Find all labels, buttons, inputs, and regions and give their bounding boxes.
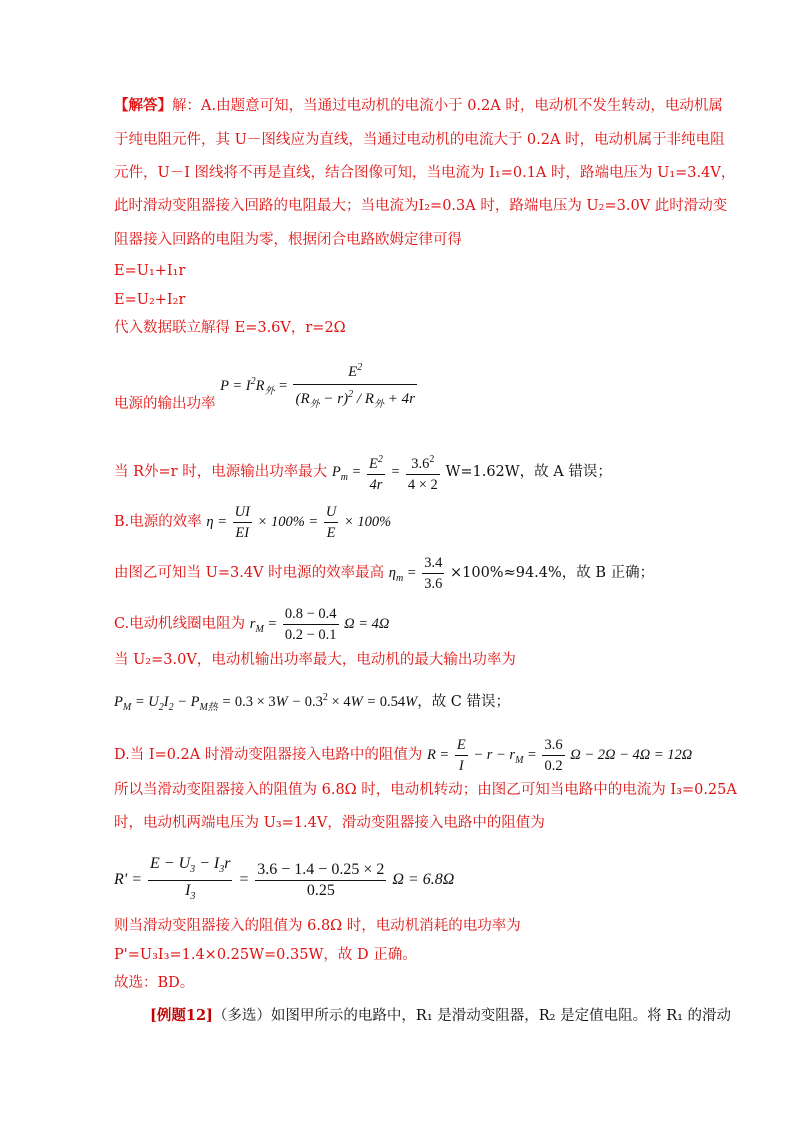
- solution-line-12: 当 U₂=3.0V，电动机输出功率最大，电动机的最大输出功率为: [114, 652, 516, 668]
- example-tag: [例题12]: [150, 1007, 213, 1024]
- equation-1: E=U₁+I₁r: [114, 263, 186, 279]
- max-power-line: 当 R外=r 时，电源输出功率最大 $P_m$ = $\frac{E^2}{4r}$ = $\frac{3.6^2}{4 \times 2}$ W=1.62W，故 A 错误；: [114, 454, 612, 493]
- output-power-line: 电源的输出功率 $P = I^2R_外$ = $\frac{E^2}{(R_外 - r)^2 / R_外 + 4r}$: [114, 358, 419, 415]
- solution-answer: 故选：BD。: [114, 975, 195, 991]
- rheostat-resistance-line: D.当 I=0.2A 时滑动变阻器接入电路中的阻值为 R = $\frac{E}{I}$ − $r - r_M$ = $\frac{3.6}{0.2}$ Ω − 2Ω − 4Ω = 12Ω: [114, 737, 693, 774]
- example-12: [例题12]（多选）如图甲所示的电路中，R₁ 是滑动变阻器，R₂ 是定值电阻。将 R₁ 的滑动: [150, 1007, 732, 1024]
- max-efficiency-line: 由图乙可知当 U=3.4V 时电源的效率最高 $\eta_m$ = $\frac{3.4}{3.6}$ ×100%≈94.4%，故 B 正确；: [114, 555, 655, 592]
- r-prime-line: R' = $\frac{E - U_3 - I_3r}{I_3}$ = $\frac{3.6 - 1.4 - 0.25 \times 2}{0.25}$ Ω = 6.8Ω: [114, 854, 454, 907]
- solution-line-18: P'=U₃I₃=1.4×0.25W=0.35W，故 D 正确。: [114, 947, 417, 963]
- solution-line-1: 【解答】解：A.由题意可知，当通过电动机的电流小于 0.2A 时，电动机不发生转动，电动机属: [114, 97, 723, 114]
- solution-line-16: 时，电动机两端电压为 U₃=1.4V，滑动变阻器接入电路中的阻值为: [114, 815, 545, 831]
- output-power-formula: $P = I^2R_外$ = $\frac{E^2}{(R_外 - r)^2 / R_外 + 4r}$: [220, 378, 419, 394]
- solution-line-2: 于纯电阻元件，其 U－图线应为直线，当通过电动机的电流大于 0.2A 时，电动机属于非纯电阻: [114, 132, 725, 148]
- efficiency-line: B.电源的效率 η = $\frac{UI}{EI}$ × 100% = $\frac{U}{E}$ × 100%: [114, 504, 392, 541]
- motor-power-line: $P_M = U_2I_2 - P_{M热} = 0.3 \times 3W - 0.3^2 \times 4W = 0.54W$，故 C 错误；: [114, 692, 511, 713]
- solution-tag: 【解答】: [114, 97, 172, 114]
- solution-line-3: 元件，U－I 图线将不再是直线，结合图像可知，当电流为 I₁=0.1A 时，路端电压为 U₁=3.4V，: [114, 165, 736, 181]
- equation-2: E=U₂+I₂r: [114, 292, 186, 308]
- solution-line-15: 所以当滑动变阻器接入的阻值为 6.8Ω 时，电动机转动；由图乙可知当电路中的电流为 I₃=0.25A: [114, 782, 737, 798]
- solution-line-4: 此时滑动变阻器接入回路的电阻最大；当电流为I₂=0.3A 时，路端电压为 U₂=3.0V 此时滑动变: [114, 198, 728, 214]
- solution-line-17: 则当滑动变阻器接入的阻值为 6.8Ω 时，电动机消耗的电功率为: [114, 918, 521, 934]
- coil-resistance-line: C.电动机线圈电阻为 $r_M$ = $\frac{0.8 - 0.4}{0.2 - 0.1}$ Ω = 4Ω: [114, 606, 390, 643]
- solution-line-5: 阻器接入回路的电阻为零，根据闭合电路欧姆定律可得: [114, 232, 462, 248]
- solution-line-6: 代入数据联立解得 E=3.6V，r=2Ω: [114, 320, 346, 336]
